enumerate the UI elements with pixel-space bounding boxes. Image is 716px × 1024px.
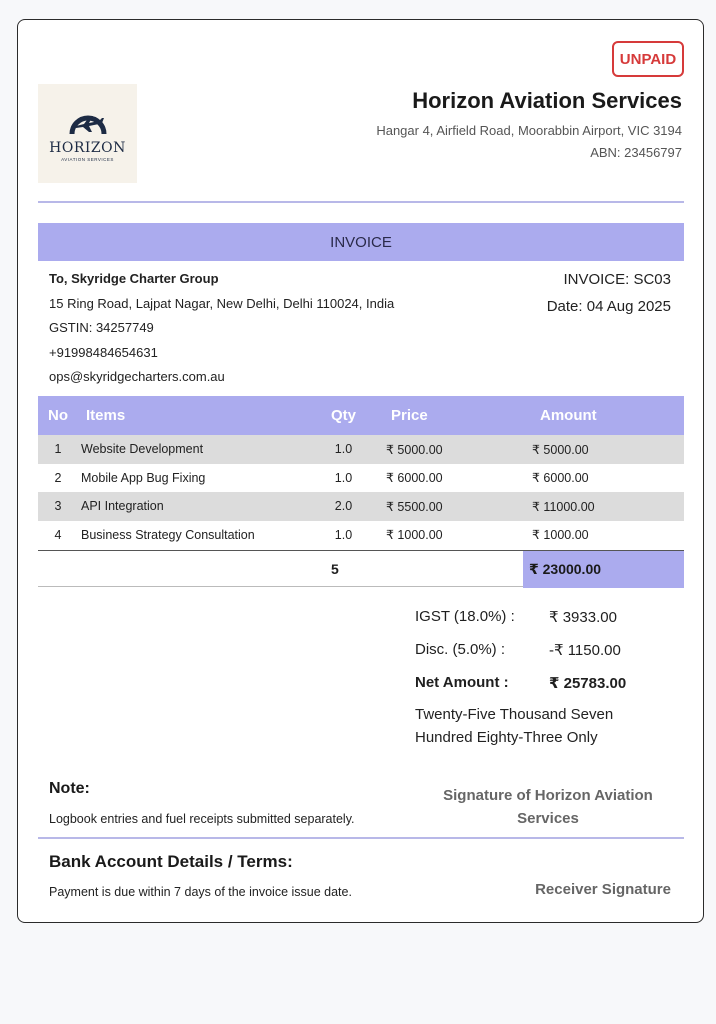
row-amount: ₹ 6000.00 <box>526 464 684 493</box>
bill-to-name: To, Skyridge Charter Group <box>49 271 219 286</box>
row-qty: 1.0 <box>316 521 371 550</box>
row-no: 4 <box>38 521 78 550</box>
row-item: Business Strategy Consultation <box>78 521 316 550</box>
table-row <box>38 435 684 464</box>
bill-to-email: ops@skyridgecharters.com.au <box>49 369 225 384</box>
company-signature: Signature of Horizon Aviation Services <box>443 787 653 827</box>
company-name: Horizon Aviation Services <box>412 88 682 113</box>
header-qty: Qty <box>316 396 371 435</box>
discount-label: Disc. (5.0%) : <box>415 641 506 658</box>
header-price: Price <box>371 396 526 435</box>
logo-wordmark: HORIZON <box>49 139 126 156</box>
net-amount-value: ₹ 25783.00 <box>549 675 627 692</box>
header-divider <box>38 201 684 203</box>
igst-label: IGST (18.0%) : <box>415 608 515 625</box>
igst-value: ₹ 3933.00 <box>549 609 617 626</box>
invoice-banner: INVOICE <box>38 223 684 261</box>
row-item: Mobile App Bug Fixing <box>78 464 316 493</box>
invoice-date: Date: 04 Aug 2025 <box>546 298 671 315</box>
header-items: Items <box>78 396 316 435</box>
note-title: Note: <box>49 780 90 797</box>
bill-to-address: 15 Ring Road, Lajpat Nagar, New Delhi, Delhi 110024, India <box>49 295 395 311</box>
row-no: 2 <box>38 464 78 493</box>
table-row <box>38 521 684 550</box>
row-price: ₹ 6000.00 <box>371 464 526 493</box>
row-no: 1 <box>38 435 78 464</box>
discount-value: -₹ 1150.00 <box>549 642 621 659</box>
bank-title: Bank Account Details / Terms: <box>49 852 293 871</box>
row-price: ₹ 5000.00 <box>371 435 526 464</box>
row-price: ₹ 1000.00 <box>371 521 526 550</box>
invoice-card <box>17 19 704 923</box>
row-item: Website Development <box>78 435 316 464</box>
row-qty: 2.0 <box>316 492 371 521</box>
net-amount-label: Net Amount : <box>415 674 509 691</box>
company-logo <box>38 84 137 183</box>
bank-text: Payment is due within 7 days of the invoice issue date. <box>49 885 352 899</box>
status-badge: UNPAID <box>612 41 684 77</box>
note-text: Logbook entries and fuel receipts submitted separately. <box>49 812 355 826</box>
header-no: No <box>38 396 78 435</box>
table-header-row <box>38 396 684 435</box>
row-qty: 1.0 <box>316 464 371 493</box>
row-price: ₹ 5500.00 <box>371 492 526 521</box>
row-amount: ₹ 1000.00 <box>526 521 684 550</box>
table-total-row <box>38 550 684 587</box>
header-amount: Amount <box>526 396 684 435</box>
row-qty: 1.0 <box>316 435 371 464</box>
bill-to-phone: +91998484654631 <box>49 344 158 360</box>
items-table <box>38 396 684 549</box>
row-no: 3 <box>38 492 78 521</box>
company-abn: ABN: 23456797 <box>590 145 682 160</box>
invoice-number: INVOICE: SC03 <box>563 271 671 288</box>
row-amount: ₹ 11000.00 <box>526 492 684 521</box>
airplane-icon <box>68 106 108 138</box>
total-amount: ₹ 23000.00 <box>523 551 684 588</box>
logo-subtitle: AVIATION SERVICES <box>61 156 114 162</box>
row-item: API Integration <box>78 492 316 521</box>
row-amount: ₹ 5000.00 <box>526 435 684 464</box>
amount-in-words: Twenty-Five Thousand Seven Hundred Eighty-Three Only <box>415 706 614 746</box>
bill-to-gstin: GSTIN: 34257749 <box>49 320 154 335</box>
table-row <box>38 492 684 521</box>
company-address: Hangar 4, Airfield Road, Moorabbin Airport, VIC 3194 <box>376 123 682 138</box>
receiver-signature: Receiver Signature <box>535 881 671 898</box>
bill-to-block <box>49 271 394 394</box>
total-qty: 5 <box>331 561 339 577</box>
invoice-meta <box>547 271 671 325</box>
footer-divider <box>38 837 684 839</box>
table-row <box>38 464 684 493</box>
